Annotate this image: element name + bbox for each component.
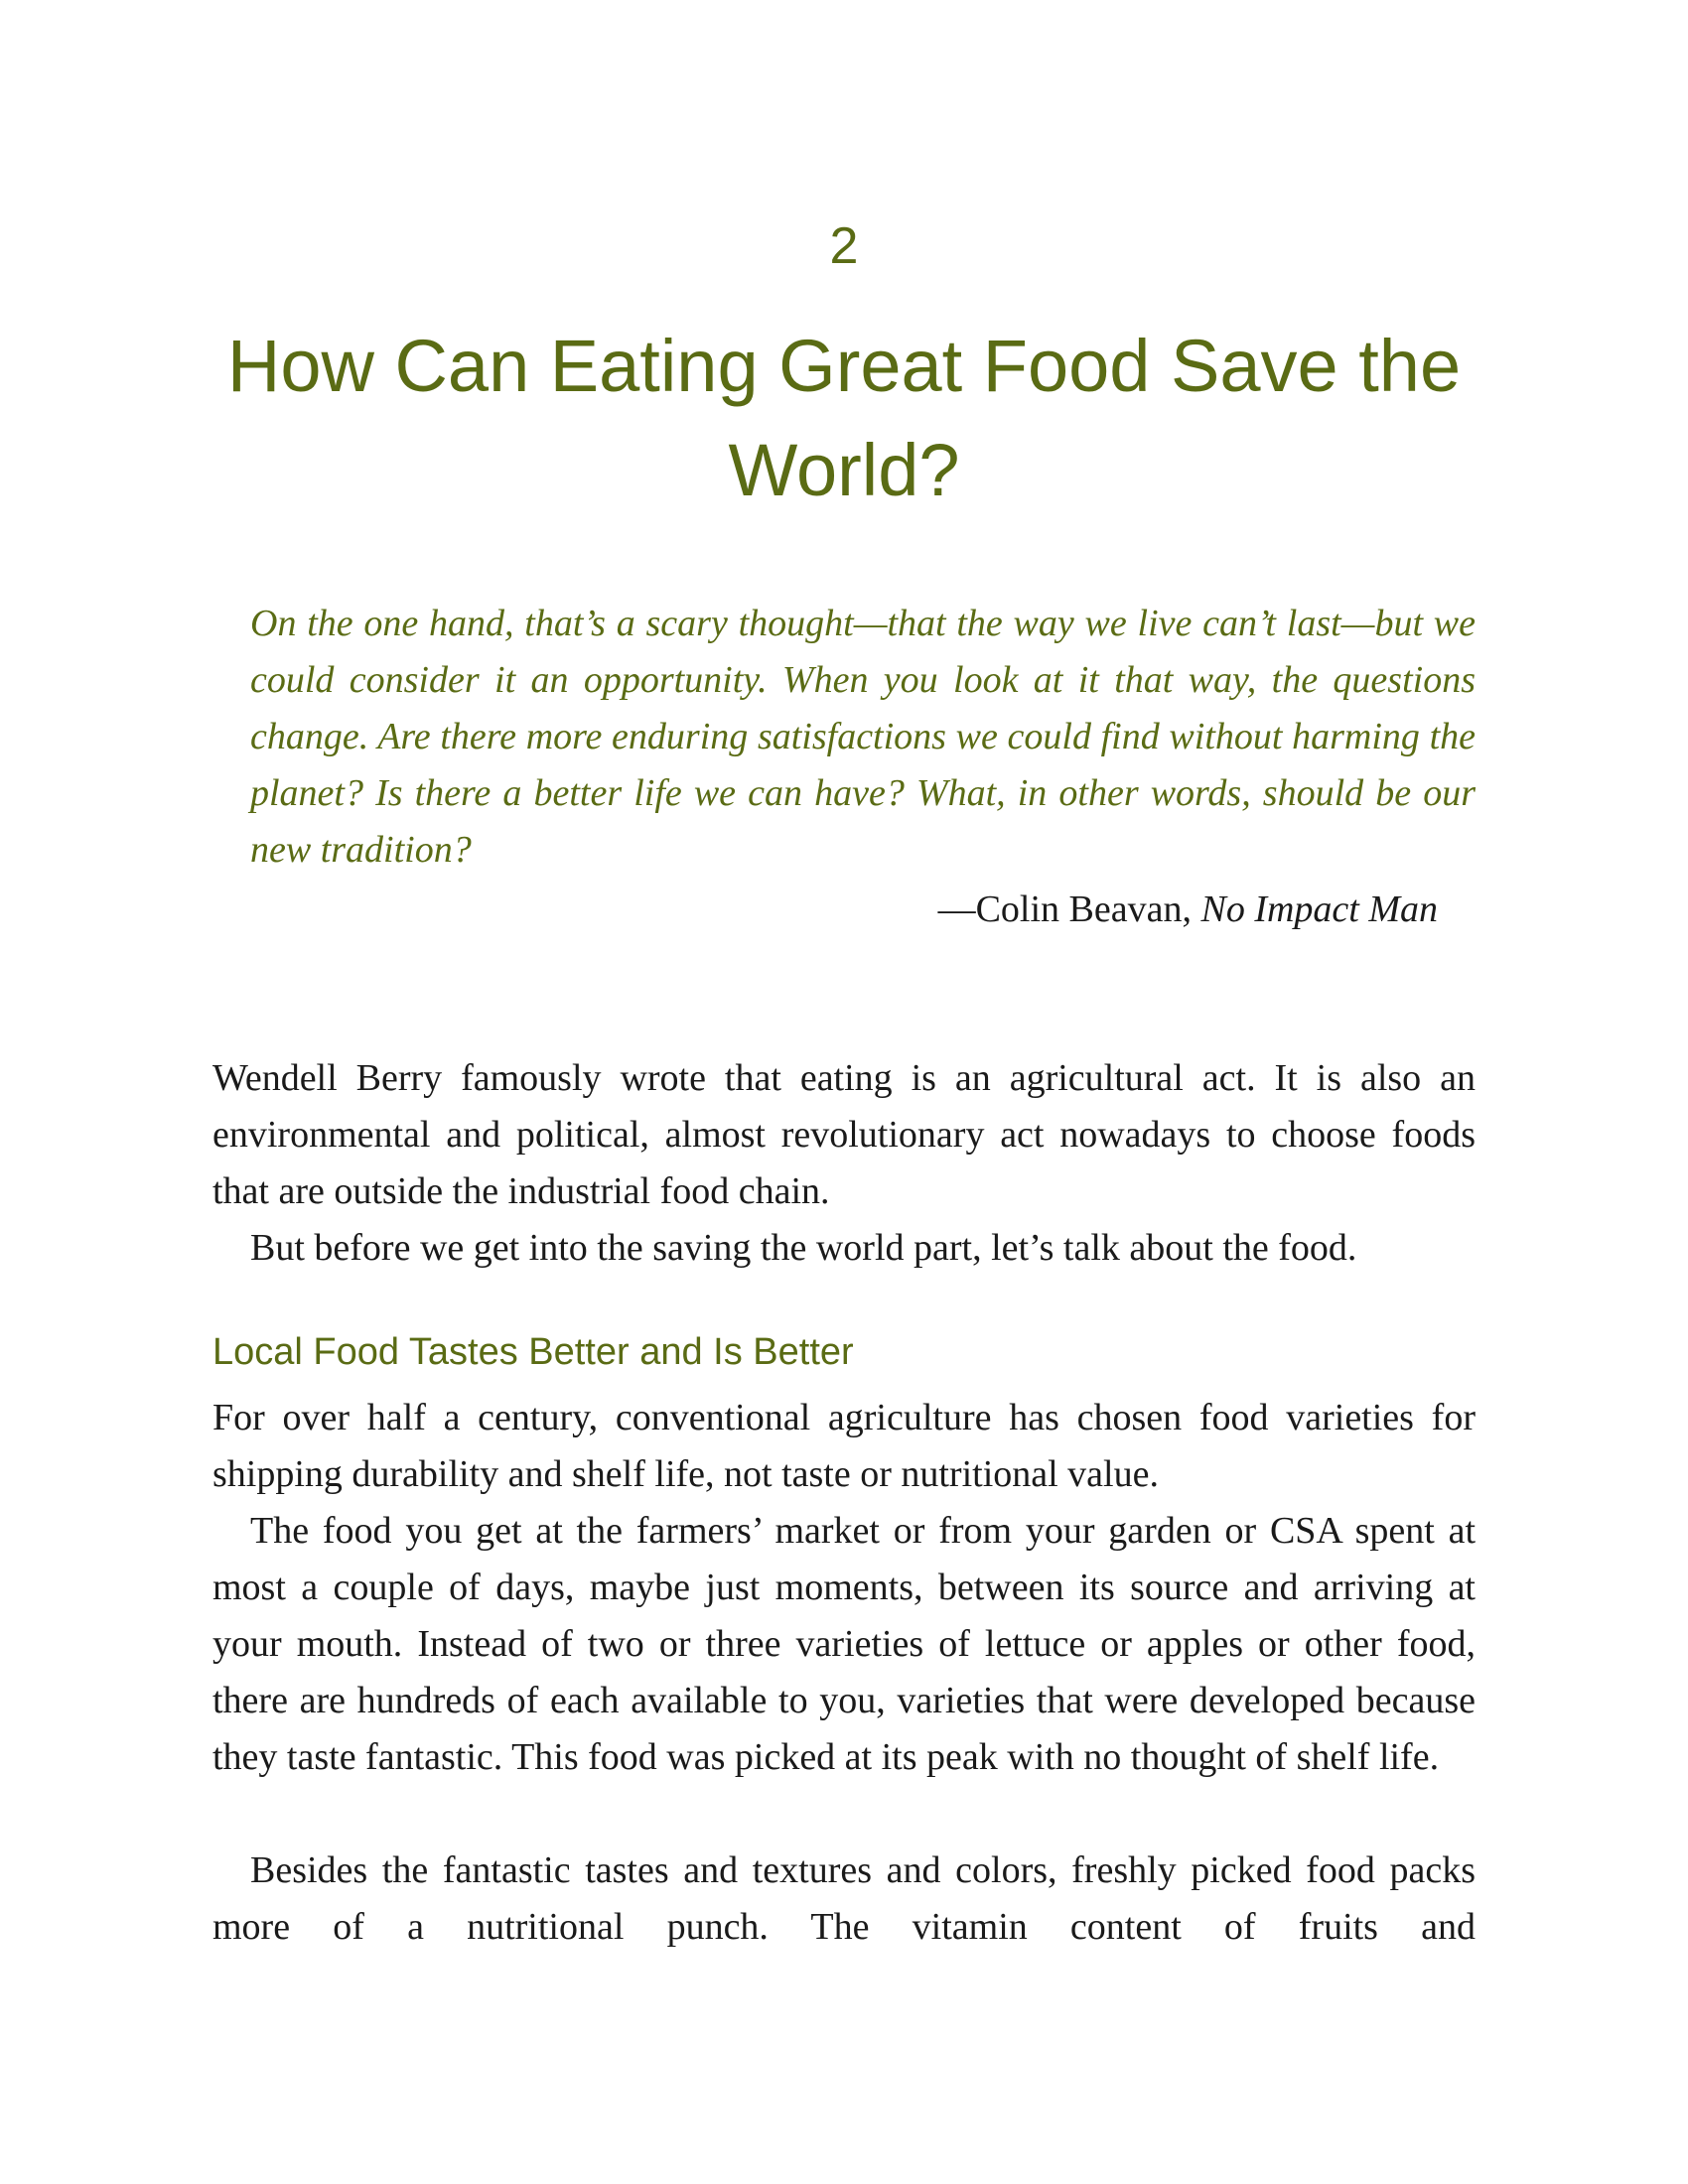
attribution-author: —Colin Beavan, [937,888,1201,930]
chapter-title: How Can Eating Great Food Save the World? [226,325,1462,511]
epigraph-quote: On the one hand, that’s a scary thought—that the way we live can’t last—but we could consider it an opportunity. When you look at it that way, the questions change. Are there more enduring satisfactions we could find without harming the planet? Is there a better life we can have? What, in other words, should be our new tradition? [250,603,1476,871]
chapter-number: 2 [829,217,859,275]
attribution-work: No Impact Man [1200,888,1438,930]
section-heading: Local Food Tastes Better and Is Better [212,1331,854,1373]
epigraph-attribution [938,882,1438,938]
intro-paragraph-1: Wendell Berry famously wrote that eating is an agricultural act. It is also an environmental and political, almost revolutionary act nowadays to choose foods that are outside the industrial food chain. [212,1057,1476,1212]
section-paragraph-3: Besides the fantastic tastes and textures and colors, freshly picked food packs more of a nutritional punch. The vitamin content of fruits and [212,1849,1476,1948]
section-paragraph-1: For over half a century, conventional agriculture has chosen food varieties for shipping durability and shelf life, not taste or nutritional value. [212,1397,1476,1495]
intro-paragraph-2: But before we get into the saving the world part, let’s talk about the food. [250,1227,1357,1269]
section-paragraph-2: The food you get at the farmers’ market or from your garden or CSA spent at most a couple of days, maybe just moments, between its source and arriving at your mouth. Instead of two or three varieties of lettuce or apples or other food, there are hundreds of each available to you, varieties that were developed because they taste fantastic. This food was picked at its peak with no thought of shelf life. [212,1510,1476,1778]
